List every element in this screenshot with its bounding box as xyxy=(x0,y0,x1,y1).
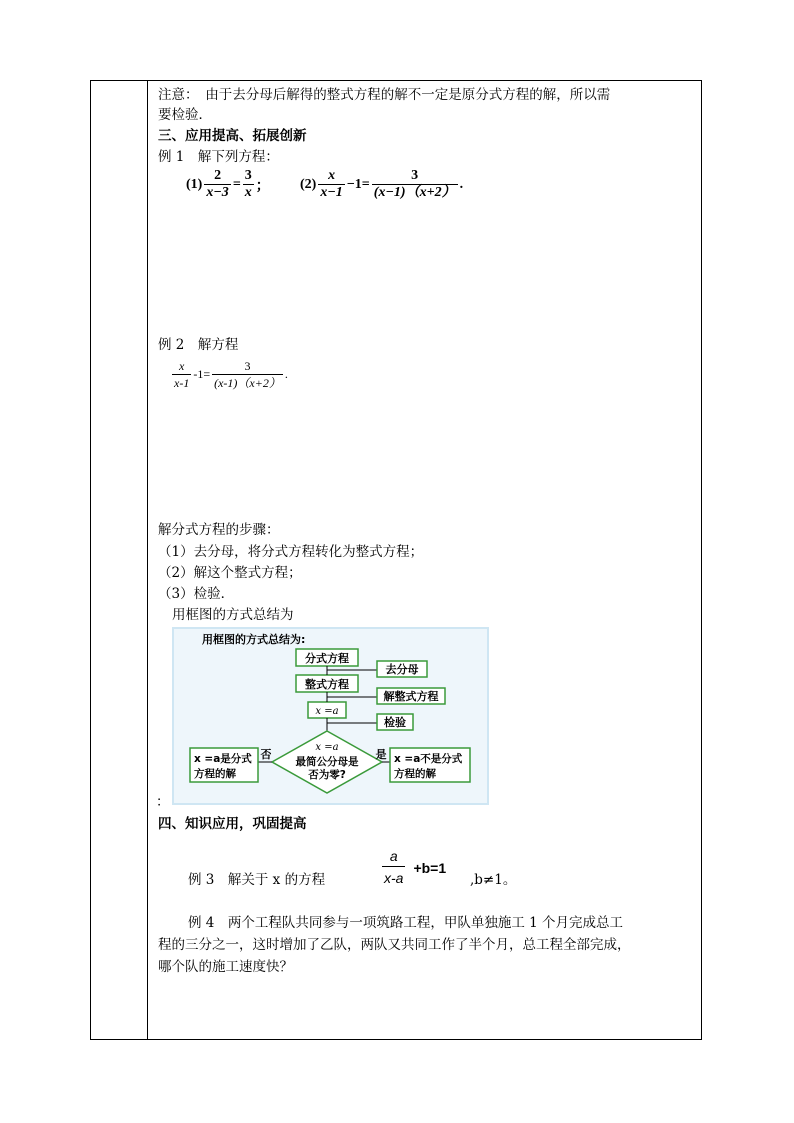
example-2-label: 例 2 解方程 xyxy=(158,337,239,353)
step-1: （1）去分母，将分式方程转化为整式方程； xyxy=(158,544,424,560)
example-4-line-1: 例 4 两个工程队共同参与一项筑路工程，甲队单独施工 1 个月完成总工 xyxy=(188,915,624,931)
steps-title: 解分式方程的步骤： xyxy=(158,522,280,538)
note-line-2: 要检验． xyxy=(158,107,212,123)
diamond-line-1: x =a xyxy=(315,742,339,753)
example-3-equation xyxy=(380,846,446,889)
example-4-line-3: 哪个队的施工速度快？ xyxy=(158,959,293,975)
ex2-fraction-1 xyxy=(172,358,191,391)
ex3-fraction xyxy=(382,846,405,889)
eq1-fraction-1 xyxy=(204,168,230,201)
example-4-line-2: 程的三分之一，这时增加了乙队，两队又共同工作了半个月，总工程全部完成， xyxy=(158,937,631,953)
flowchart-figure xyxy=(172,627,489,805)
ex3-rest: +b=1 xyxy=(413,859,447,876)
eq1-num-1: 2 xyxy=(214,168,222,183)
ex3-num: a xyxy=(389,848,398,864)
example-1-label: 例 1 解下列方程： xyxy=(158,149,279,165)
eq2-num-2: 3 xyxy=(411,168,419,183)
ex2-den-2: (x-1)（x+2） xyxy=(214,376,281,390)
eq2-den-1: x−1 xyxy=(320,185,343,200)
step-3: （3）检验． xyxy=(158,586,235,602)
diamond-line-3: 否为零? xyxy=(308,769,346,781)
example-3-label: 例 3 解关于 x 的方程 xyxy=(188,872,326,888)
eq2-den-2: (x−1)（x+2） xyxy=(373,185,456,200)
eq2-fraction-1 xyxy=(318,168,344,201)
box-check-label: 检验 xyxy=(384,716,406,729)
section-4-title: 四、知识应用，巩固提高 xyxy=(158,816,307,832)
steps-summary: 用框图的方式总结为 xyxy=(172,607,294,623)
box-not-solution-line-2: 方程的解 xyxy=(394,768,436,780)
ex2-den-1: x-1 xyxy=(174,376,190,390)
box-solve-integral-label: 解整式方程 xyxy=(383,690,439,703)
no-label: 否 xyxy=(260,748,272,761)
eq1-fraction-2 xyxy=(243,168,254,201)
note-line-1: 注意： 由于去分母后解得的整式方程的解不一定是原分式方程的解，所以需 xyxy=(158,87,611,103)
section-3-title: 三、应用提高、拓展创新 xyxy=(158,128,307,144)
eq2-minus: −1= xyxy=(346,176,370,192)
box-is-solution-line-2: 方程的解 xyxy=(194,768,236,780)
eq2-prefix: (2) xyxy=(300,176,317,192)
eq1-equals: = xyxy=(232,176,241,192)
example-2-equation xyxy=(170,358,288,391)
table-column-divider xyxy=(147,80,148,1040)
eq1-den-1: x−3 xyxy=(206,185,229,200)
eq2-num-1: x xyxy=(328,168,336,183)
step-2: （2）解这个整式方程； xyxy=(158,565,302,581)
box-fractional-equation-label: 分式方程 xyxy=(305,652,349,665)
example-3-condition: ,b≠1。 xyxy=(470,872,517,888)
box-is-solution-line-1: x =a是分式 xyxy=(194,753,252,765)
diamond-line-2: 最简公分母是 xyxy=(295,756,359,768)
box-clear-denominator-label: 去分母 xyxy=(385,663,419,676)
example-1-equation-2 xyxy=(300,168,463,201)
ex3-den: x-a xyxy=(382,866,405,889)
eq2-fraction-2 xyxy=(372,168,458,201)
box-solution-label: x =a xyxy=(315,706,339,717)
ex2-minus: -1= xyxy=(193,367,211,381)
flowchart-title: 用框图的方式总结为: xyxy=(202,633,306,646)
ex2-fraction-2 xyxy=(212,358,283,391)
eq1-den-2: x xyxy=(244,185,252,200)
eq1-suffix: ； xyxy=(255,178,270,194)
ex2-num-2: 3 xyxy=(244,359,251,373)
example-1-equation-1 xyxy=(186,168,270,201)
box-not-solution-line-1: x =a不是分式 xyxy=(394,753,463,765)
colon-mark: ： xyxy=(156,794,170,810)
eq1-prefix: (1) xyxy=(186,176,203,192)
ex2-suffix: . xyxy=(284,367,288,381)
yes-label: 是 xyxy=(375,748,387,761)
box-integral-equation-label: 整式方程 xyxy=(305,678,349,691)
eq2-suffix: . xyxy=(459,176,464,192)
ex2-num-1: x xyxy=(179,359,185,373)
eq1-num-2: 3 xyxy=(244,168,252,183)
